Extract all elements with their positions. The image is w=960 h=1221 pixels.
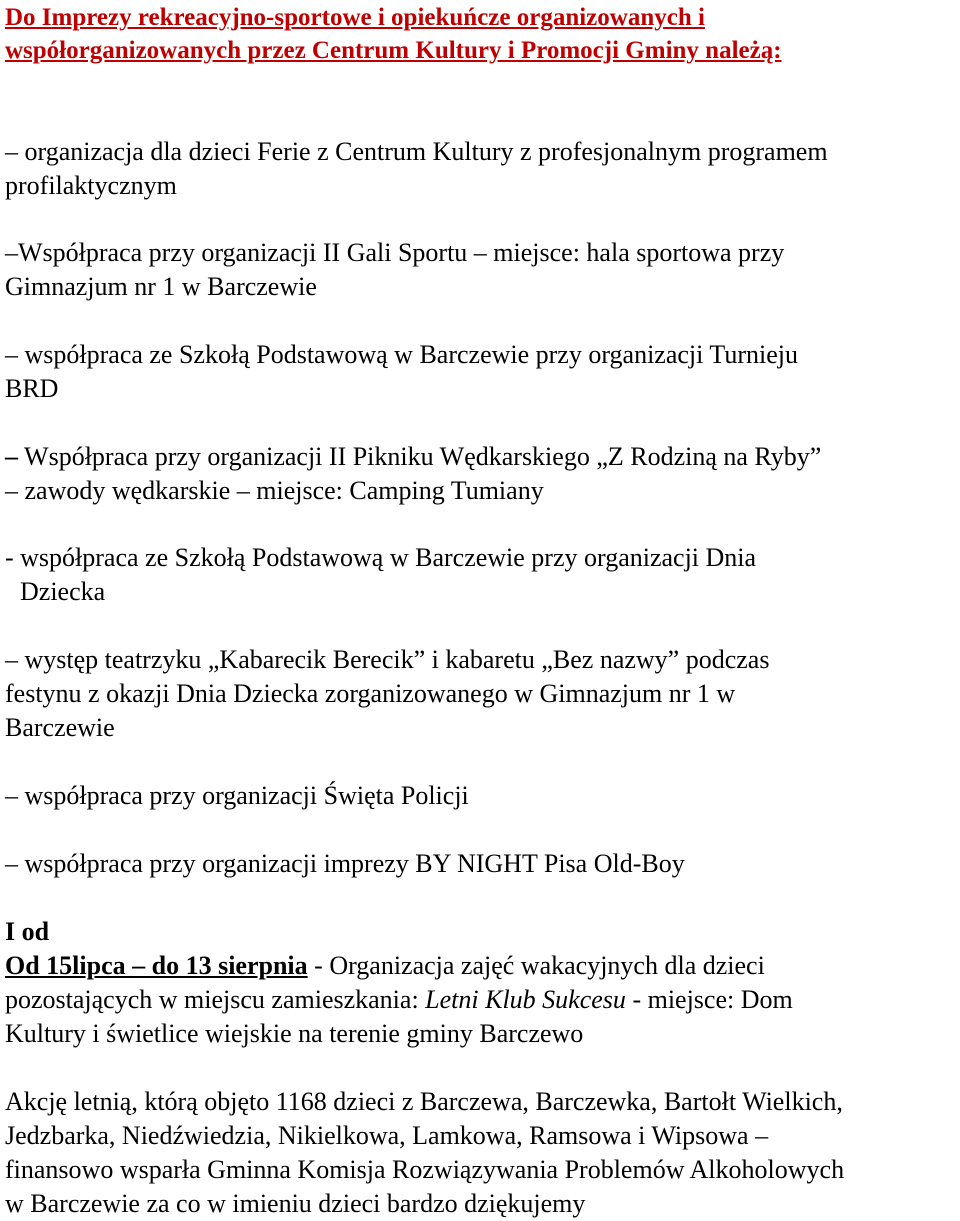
item-line: – organizacja dla dzieci Ferie z Centrum Kultury z profesjonalnym programem bbox=[5, 137, 828, 166]
closing-line: w Barczewie za co w imieniu dzieci bardzo dziękujemy bbox=[5, 1189, 586, 1218]
closing-paragraph bbox=[5, 1085, 957, 1221]
item-line: – zawody wędkarskie – miejsce: Camping Tumiany bbox=[5, 476, 544, 505]
summer-text: - Organizacja zajęć wakacyjnych dla dzieci bbox=[307, 951, 765, 980]
summer-label: I od bbox=[5, 917, 50, 946]
summer-dates: Od 15lipca – do 13 sierpnia bbox=[5, 951, 308, 980]
item-line: - współpraca ze Szkołą Podstawową w Barczewie przy organizacji Dnia bbox=[5, 543, 757, 572]
heading-line-1: Do Imprezy rekreacyjno-sportowe i opiekuńcze organizowanych i bbox=[5, 4, 705, 31]
item-text: Współpraca przy organizacji II Pikniku Wędkarskiego „Z Rodziną na Ryby” bbox=[18, 442, 822, 471]
summer-line-3: Kultury i świetlice wiejskie na terenie gminy Barczewo bbox=[5, 1019, 584, 1048]
summer-text: - miejsce: Dom bbox=[625, 985, 793, 1014]
list-item-turniej-brd bbox=[5, 338, 957, 406]
item-line: – występ teatrzyku „Kabarecik Berecik” i kabaretu „Bez nazwy” podczas bbox=[5, 645, 770, 674]
item-line bbox=[5, 440, 957, 474]
list-item-dzien-dziecka bbox=[5, 541, 957, 609]
heading-line-2: współorganizowanych przez Centrum Kultury i Promocji Gminy należą: bbox=[5, 37, 782, 64]
item-line: profilaktycznym bbox=[5, 171, 177, 200]
document-heading bbox=[5, 1, 957, 67]
summer-line-2 bbox=[5, 983, 957, 1017]
closing-line: Akcję letnią, którą objęto 1168 dzieci z Barczewa, Barczewka, Bartołt Wielkich, bbox=[5, 1087, 843, 1116]
list-item-swieto-policji bbox=[5, 779, 957, 813]
item-line: – współpraca ze Szkołą Podstawową w Barczewie przy organizacji Turnieju bbox=[5, 340, 799, 369]
summer-text: pozostających w miejscu zamieszkania: bbox=[5, 985, 426, 1014]
item-line: festynu z okazji Dnia Dziecka zorganizowanego w Gimnazjum nr 1 w bbox=[5, 679, 736, 708]
closing-line: Jedzbarka, Niedźwiedzia, Nikielkowa, Lamkowa, Ramsowa i Wipsowa – bbox=[5, 1121, 769, 1150]
item-line: Dziecka bbox=[20, 577, 106, 606]
item-line: BRD bbox=[5, 374, 59, 403]
summer-section bbox=[5, 915, 957, 1051]
list-item-ferie bbox=[5, 135, 957, 203]
item-line: –Współpraca przy organizacji II Gali Sportu – miejsce: hala sportowa przy bbox=[5, 238, 785, 267]
item-line: Barczewie bbox=[5, 713, 115, 742]
list-item-kabarecik bbox=[5, 643, 957, 745]
list-item-gala-sportu bbox=[5, 236, 957, 304]
bold-dash: – bbox=[5, 442, 18, 471]
club-name: Letni Klub Sukcesu bbox=[425, 985, 626, 1014]
list-item-by-night bbox=[5, 847, 957, 881]
item-line: Gimnazjum nr 1 w Barczewie bbox=[5, 272, 317, 301]
summer-line-1 bbox=[5, 949, 957, 983]
item-line: – współpraca przy organizacji imprezy BY NIGHT Pisa Old-Boy bbox=[5, 849, 685, 878]
closing-line: finansowo wsparła Gminna Komisja Rozwiązywania Problemów Alkoholowych bbox=[5, 1155, 845, 1184]
item-line: – współpraca przy organizacji Święta Policji bbox=[5, 781, 469, 810]
list-item-piknik-wedkarski bbox=[5, 440, 957, 508]
